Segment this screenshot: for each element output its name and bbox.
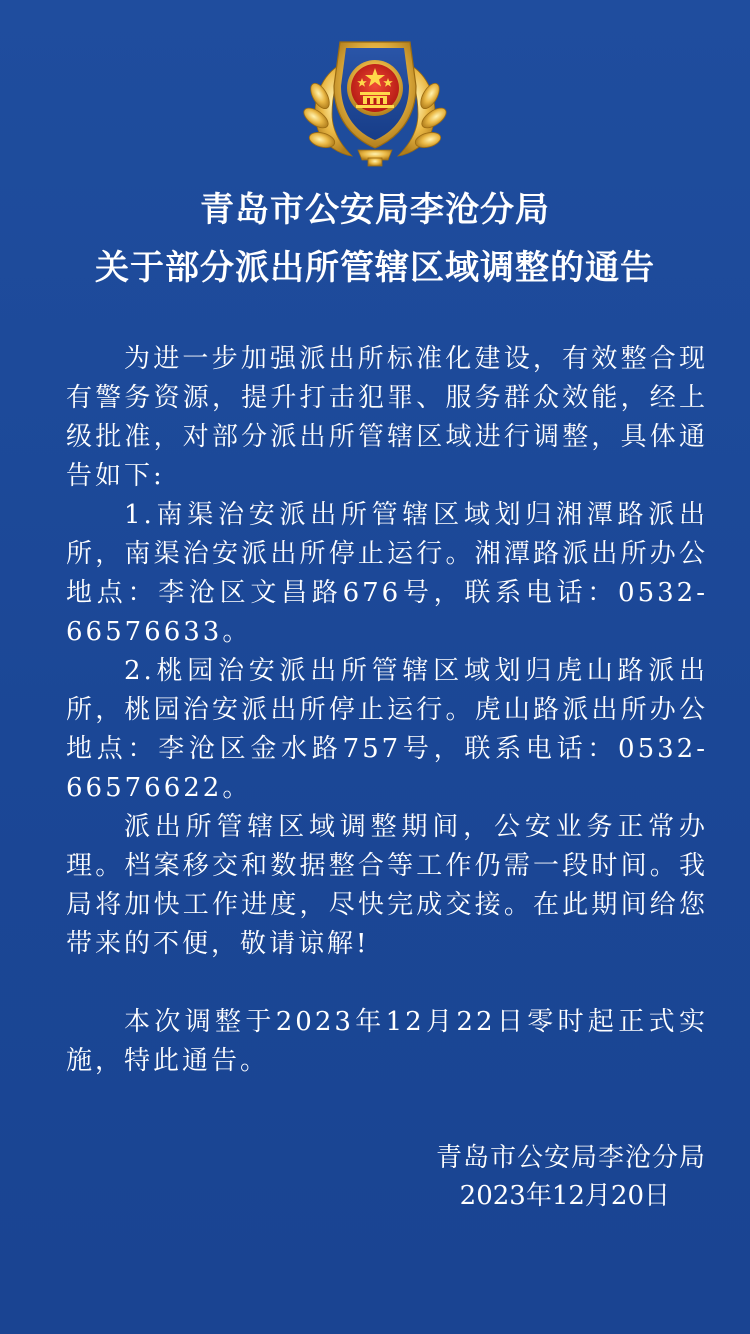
signature-date: 2023年12月20日 xyxy=(459,1181,670,1211)
notice-paragraph-effective-date: 本次调整于2023年12月22日零时起正式实施，特此通告。 xyxy=(66,1007,708,1076)
notice-paragraph-item-2: 2.桃园治安派出所管辖区域划归虎山路派出所，桃园治安派出所停止运行。虎山路派出所办公地点：李沧区金水路757号，联系电话：0532-66576622。 xyxy=(66,656,708,803)
paragraph-spacer xyxy=(66,964,708,1003)
notice-title-line-2: 关于部分派出所管辖区域调整的通告 xyxy=(95,248,655,288)
notice-paragraph-intro: 为进一步加强派出所标准化建设，有效整合现有警务资源，提升打击犯罪、服务群众效能，经上级批准，对部分派出所管辖区域进行调整，具体通告如下: xyxy=(66,344,708,491)
notice-paragraph-adjustment-period: 派出所管辖区域调整期间，公安业务正常办理。档案移交和数据整合等工作仍需一段时间。我局将加快工作进度，尽快完成交接。在此期间给您带来的不便，敬请谅解! xyxy=(66,812,708,959)
police-emblem-icon xyxy=(300,26,450,168)
notice-title-line-1: 青岛市公安局李沧分局 xyxy=(200,190,550,230)
notice-body xyxy=(66,340,708,1081)
signature-organization: 青岛市公安局李沧分局 xyxy=(435,1143,706,1173)
notice-paragraph-item-1: 1.南渠治安派出所管辖区域划归湘潭路派出所，南渠治安派出所停止运行。湘潭路派出所办公地点：李沧区文昌路676号，联系电话：0532-66576633。 xyxy=(66,500,708,647)
